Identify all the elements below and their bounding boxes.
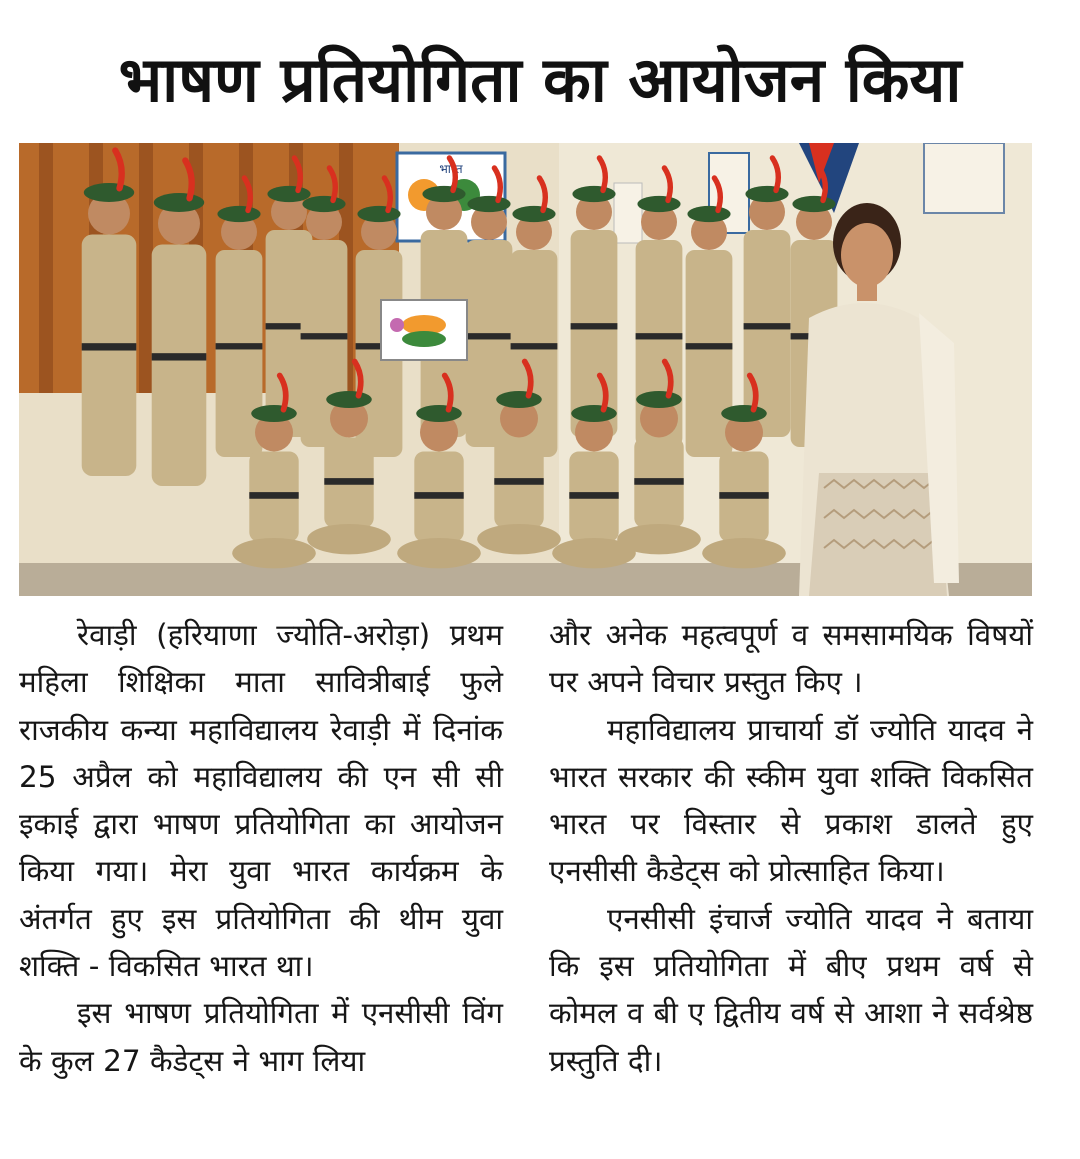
group-photo-illustration	[19, 143, 1032, 596]
headline: भाषण प्रतियोगिता का आयोजन किया	[118, 43, 962, 116]
article-paragraph: इस भाषण प्रतियोगिता में एनसीसी विंग के कुल 27 कैडेट्स ने भाग लिया	[19, 996, 503, 1078]
svg-text:भारत: भारत	[439, 162, 463, 176]
article-paragraph: और अनेक महत्वपूर्ण व समसामयिक विषयों पर अपने विचार प्रस्तुत किए ।	[549, 618, 1033, 700]
held-poster	[381, 300, 467, 360]
article-paragraph: महाविद्यालय प्राचार्या डॉ ज्योति यादव ने भारत सरकार की स्कीम युवा शक्ति विकसित भारत पर विस्तार से प्रकाश डालते हुए एनसीसी कैडेट्स को प्रोत्साहित किया।	[549, 712, 1033, 889]
article-paragraph: एनसीसी इंचार्ज ज्योति यादव ने बताया कि इस प्रतियोगिता में बीए प्रथम वर्ष से कोमल व बी ए द्वितीय वर्ष से आशा ने सर्वश्रेष्ठ प्रस्तुति दी।	[549, 901, 1033, 1078]
article-column-right	[549, 612, 1033, 1085]
article-column-left	[19, 612, 503, 1085]
article-paragraph: रेवाड़ी (हरियाणा ज्योति-अरोड़ा) प्रथम महिला शिक्षिका माता सावित्रीबाई फुले राजकीय कन्या महाविद्यालय रेवाड़ी में दिनांक 25 अप्रैल को महाविद्यालय की एन सी सी इकाई द्वारा भाषण प्रतियोगिता का आयोजन किया गया। मेरा युवा भारत कार्यक्रम के अंतर्गत हुए इस प्रतियोगिता की थीम युवा शक्ति - विकसित भारत था।	[19, 618, 503, 984]
group-photo	[19, 143, 1032, 596]
